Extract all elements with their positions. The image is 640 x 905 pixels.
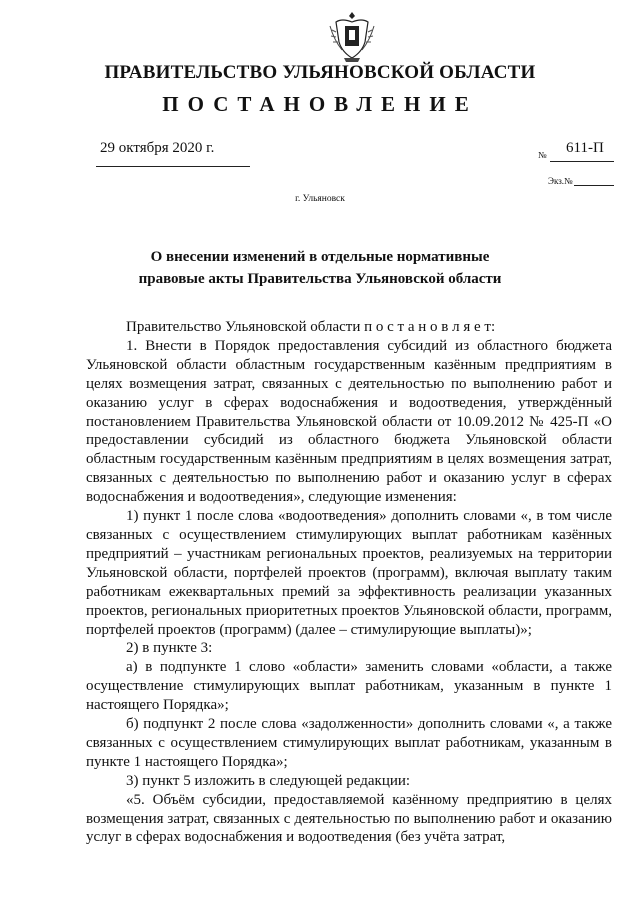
coat-of-arms-icon — [326, 8, 378, 64]
city: г. Ульяновск — [295, 194, 345, 204]
date-underline — [96, 166, 250, 167]
body-paragraph: 2) в пункте 3: — [126, 640, 213, 657]
document-type: ПОСТАНОВЛЕНИЕ — [162, 92, 478, 116]
body-paragraph: 1. Внести в Порядок предоставления субсидий из областного бюджета Ульяновской области областным государственным казённым предприятиям в целях возмещения затрат, связанных с деятельностью по выполнению работ и оказанию услуг в сферах водоснабжения и водоотведения, утверждённый постановлением Правительства Ульяновской области от 10.09.2012 № 425-П «О предоставлении субсидий из областного бюджета Ульяновской области областным государственным казённым предприятиям в целях возмещения затрат, связанных с деятельностью по выполнению работ и оказанию услуг в сферах водоснабжения и водоотведения», следующие изменения: — [86, 337, 612, 506]
copy-number-label: Экз.№ — [548, 176, 573, 186]
document-body — [86, 318, 612, 847]
body-paragraph: а) в подпункте 1 слово «области» заменить словами «области, а также осуществление стимулирующих выплат работникам, указанным в пункте 1 настоящего Порядка»; — [86, 659, 612, 714]
government-name: ПРАВИТЕЛЬСТВО УЛЬЯНОВСКОЙ ОБЛАСТИ — [104, 62, 536, 83]
body-paragraph: б) подпункт 2 после слова «задолженности» дополнить словами «, а также связанных с осуществлением стимулирующих выплат работникам, указанным в пункте 1 настоящего Порядка»; — [86, 716, 612, 770]
body-paragraph: 3) пункт 5 изложить в следующей редакции: — [126, 772, 411, 789]
document-number: 611-П — [566, 140, 604, 156]
title-line-2: правовые акты Правительства Ульяновской области — [138, 271, 502, 287]
number-label: № — [538, 150, 547, 160]
document-date: 29 октября 2020 г. — [100, 140, 215, 156]
copy-number-underline — [574, 185, 614, 186]
body-paragraph: «5. Объём субсидии, предоставляемой казённому предприятию в целях возмещения затрат, связанных с деятельностью по выполнению работ и оказанию услуг в сферах водоснабжения и водоотведения (без учёта затрат, — [86, 791, 612, 846]
number-underline — [550, 161, 614, 162]
title-line-1: О внесении изменений в отдельные нормативные — [150, 249, 490, 265]
body-paragraph: 1) пункт 1 после слова «водоотведения» дополнить словами «, в том числе связанных с осуществлением стимулирующих выплат работникам казённых предприятий – участникам региональных проектов, реализуемых на территории Ульяновской области, портфелей проектов (программ), включая выплату таким работникам ежеквартальных премий за эффективность реализации указанных проектов, региональных приоритетных проектов Ульяновской области, программ, портфелей проектов (программ) (далее – стимулирующие выплаты)»; — [86, 508, 612, 638]
document-title — [0, 246, 640, 290]
body-paragraph-preamble: Правительство Ульяновской области п о с т а н о в л я е т: — [126, 319, 496, 335]
